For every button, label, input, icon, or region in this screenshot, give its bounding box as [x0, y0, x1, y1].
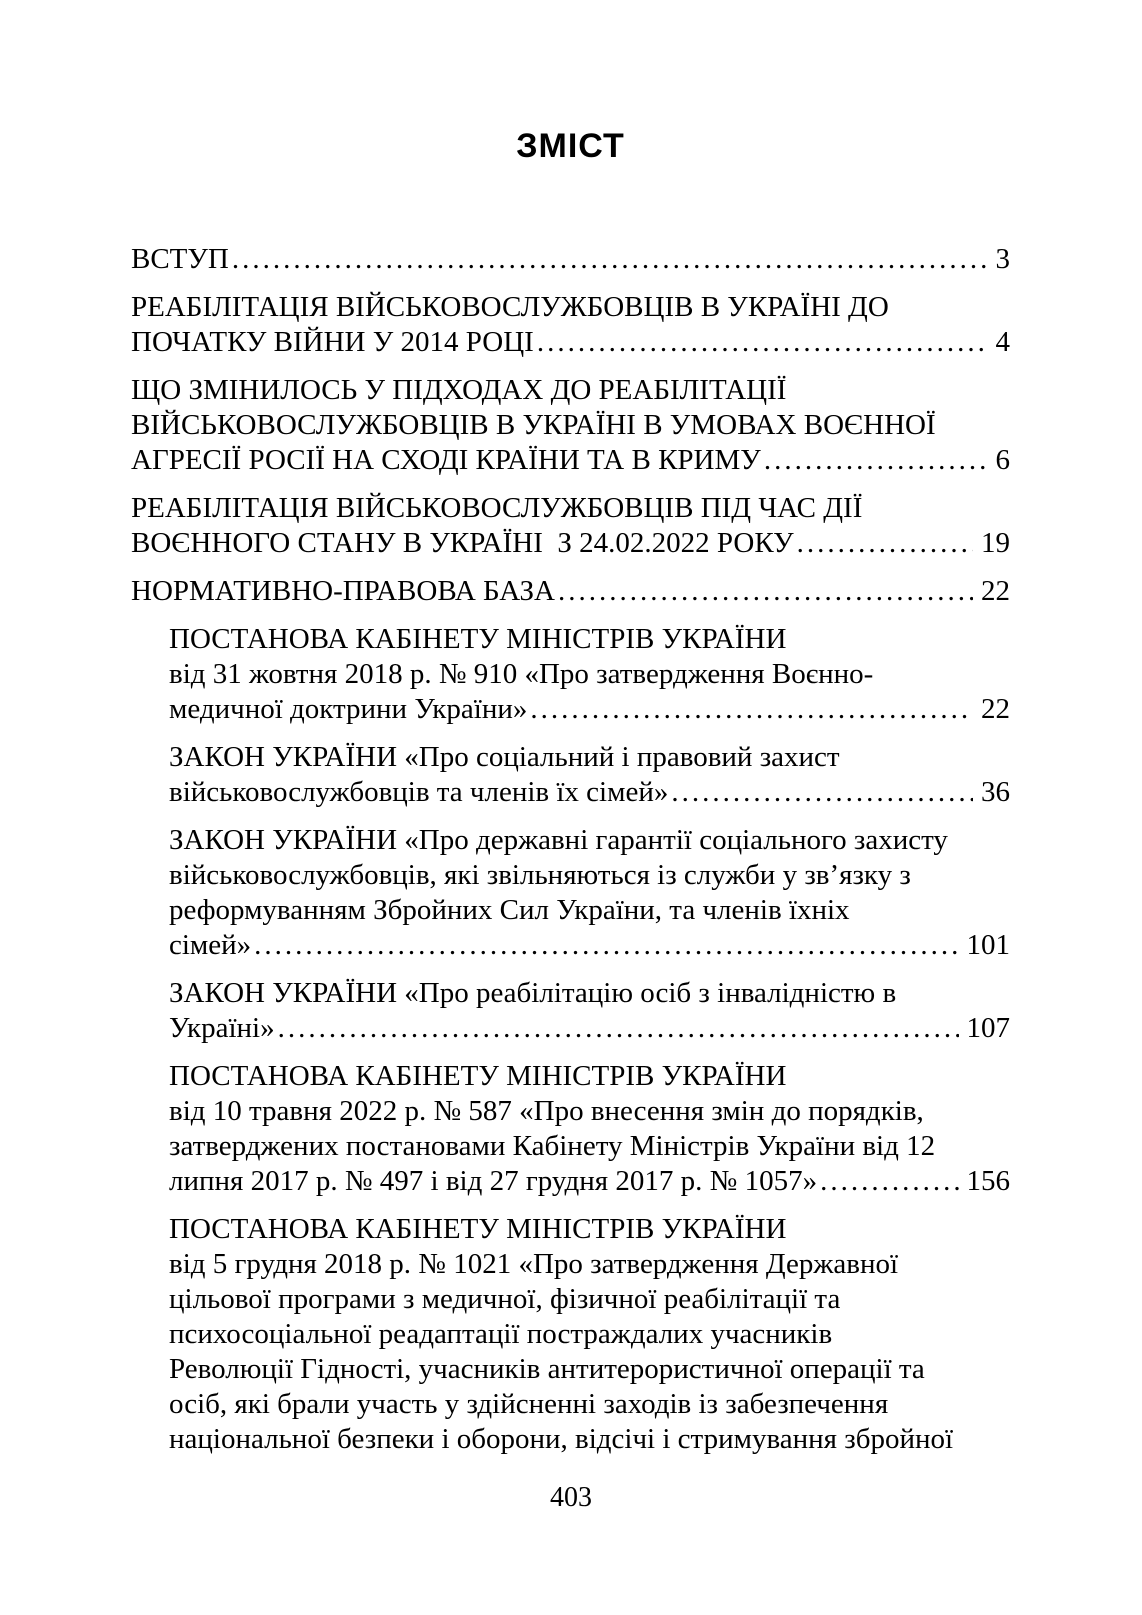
- toc-entry-text: ВІЙСЬКОВОСЛУЖБОВЦІВ В УКРАЇНІ В УМОВАХ ВОЄННОЇ: [131, 409, 936, 441]
- toc-entry-page-number: 3: [995, 243, 1010, 275]
- toc-entry-page-number: 101: [966, 929, 1010, 961]
- toc-entry-line: [169, 1164, 1010, 1199]
- page-number: 403: [550, 1482, 592, 1513]
- dot-leader: [764, 443, 988, 478]
- toc-entry: [131, 1059, 1010, 1199]
- toc-entry-line: [169, 692, 1010, 727]
- page-title: ЗМІСТ: [516, 127, 625, 165]
- toc-entry-text: ЗАКОН УКРАЇНИ «Про соціальний і правовий захист: [169, 741, 840, 773]
- toc-entry-text: ПОСТАНОВА КАБІНЕТУ МІНІСТРІВ УКРАЇНИ: [169, 1213, 787, 1245]
- toc-entry-page-number: 22: [981, 575, 1010, 607]
- toc-entry-text: липня 2017 р. № 497 і від 27 грудня 2017 р. № 1057»: [169, 1165, 818, 1197]
- toc-entry-text: осіб, які брали участь у здійсненні заходів із забезпечення: [169, 1388, 889, 1420]
- toc-entry-line: [169, 775, 1010, 810]
- toc-entry-text: Революції Гідності, учасників антитерористичної операції та: [169, 1353, 925, 1385]
- toc-entry-text: НОРМАТИВНО-ПРАВОВА БАЗА: [131, 575, 555, 607]
- toc-entry-text: сімей»: [169, 929, 252, 961]
- toc-entry-text: ВСТУП: [131, 243, 229, 275]
- toc-entry: [131, 242, 1010, 277]
- toc-entry-line: [131, 373, 1010, 408]
- toc-entry-text: ЩО ЗМІНИЛОСЬ У ПІДХОДАХ ДО РЕАБІЛІТАЦІЇ: [131, 374, 787, 406]
- dot-leader: [820, 1164, 958, 1199]
- toc-entry: [131, 823, 1010, 963]
- toc-list: [131, 242, 1010, 1457]
- dot-leader: [254, 928, 958, 963]
- toc-entry-text: національної безпеки і оборони, відсічі і стримування збройної: [169, 1423, 954, 1455]
- toc-entry-text: медичної доктрини України»: [169, 693, 528, 725]
- toc-entry-text: РЕАБІЛІТАЦІЯ ВІЙСЬКОВОСЛУЖБОВЦІВ В УКРАЇНІ ДО: [131, 291, 889, 323]
- toc-entry-text: психосоціальної реадаптації постраждалих учасників: [169, 1318, 833, 1350]
- toc-entry-text: цільової програми з медичної, фізичної реабілітації та: [169, 1283, 841, 1315]
- toc-entry-line: [169, 622, 1010, 657]
- toc-entry-line: [131, 242, 1010, 277]
- toc-entry-text: ПОСТАНОВА КАБІНЕТУ МІНІСТРІВ УКРАЇНИ: [169, 623, 787, 655]
- toc-entry-line: [169, 657, 1010, 692]
- toc-entry-text: АГРЕСІЇ РОСІЇ НА СХОДІ КРАЇНИ ТА В КРИМУ: [131, 444, 761, 476]
- dot-leader: [232, 242, 988, 277]
- toc-entry-text: військовослужбовців, які звільняються із служби у зв’язку з: [169, 859, 911, 891]
- toc-entry-text: ЗАКОН УКРАЇНИ «Про реабілітацію осіб з інвалідністю в: [169, 977, 897, 1009]
- dot-leader: [797, 526, 973, 561]
- toc-entry-page-number: 6: [995, 444, 1010, 476]
- toc-entry-line: [169, 1212, 1010, 1247]
- toc-entry: [131, 290, 1010, 360]
- toc-entry-line: [169, 1352, 1010, 1387]
- toc-entry-text: ПОЧАТКУ ВІЙНИ У 2014 РОЦІ: [131, 326, 534, 358]
- toc-entry-line: [169, 1094, 1010, 1129]
- toc-entry-line: [131, 443, 1010, 478]
- toc-entry-text: РЕАБІЛІТАЦІЯ ВІЙСЬКОВОСЛУЖБОВЦІВ ПІД ЧАС ДІЇ: [131, 492, 863, 524]
- toc-entry-page-number: 36: [981, 776, 1010, 808]
- toc-entry-line: [131, 526, 1010, 561]
- toc-entry-line: [169, 1317, 1010, 1352]
- toc-entry-page-number: 4: [995, 326, 1010, 358]
- toc-entry-line: [169, 976, 1010, 1011]
- toc-entry-line: [169, 1011, 1010, 1046]
- toc-entry-page-number: 19: [981, 527, 1010, 559]
- toc-entry-line: [169, 823, 1010, 858]
- toc-entry-line: [169, 928, 1010, 963]
- toc-entry: [131, 622, 1010, 727]
- toc-entry-page-number: 22: [981, 693, 1010, 725]
- toc-entry-line: [169, 1129, 1010, 1164]
- toc-entry-line: [131, 491, 1010, 526]
- toc-entry-line: [169, 1247, 1010, 1282]
- toc-entry: [131, 976, 1010, 1046]
- toc-entry-text: реформуванням Збройних Сил України, та членів їхніх: [169, 894, 850, 926]
- toc-entry-line: [131, 325, 1010, 360]
- toc-entry-text: Україні»: [169, 1012, 275, 1044]
- toc-entry-text: ЗАКОН УКРАЇНИ «Про державні гарантії соціального захисту: [169, 824, 948, 856]
- toc-entry-line: [131, 408, 1010, 443]
- dot-leader: [671, 775, 973, 810]
- toc-entry-line: [131, 290, 1010, 325]
- dot-leader: [537, 325, 988, 360]
- toc-entry-line: [131, 574, 1010, 609]
- dot-leader: [558, 574, 973, 609]
- toc-entry-text: військовослужбовців та членів їх сімей»: [169, 776, 669, 808]
- toc-entry-text: від 10 травня 2022 р. № 587 «Про внесення змін до порядків,: [169, 1095, 924, 1127]
- dot-leader: [530, 692, 973, 727]
- toc-entry-line: [169, 1282, 1010, 1317]
- toc-entry-text: від 31 жовтня 2018 р. № 910 «Про затвердження Воєнно-: [169, 658, 874, 690]
- toc-entry-line: [169, 1059, 1010, 1094]
- toc-entry: [131, 1212, 1010, 1457]
- toc-entry-text: затверджених постановами Кабінету Міністрів України від 12: [169, 1130, 936, 1162]
- toc-entry-line: [169, 740, 1010, 775]
- toc-entry: [131, 491, 1010, 561]
- dot-leader: [278, 1011, 959, 1046]
- toc-entry-page-number: 107: [966, 1012, 1010, 1044]
- toc-entry-text: ВОЄННОГО СТАНУ В УКРАЇНІ З 24.02.2022 РОКУ: [131, 527, 794, 559]
- toc-entry-text: ПОСТАНОВА КАБІНЕТУ МІНІСТРІВ УКРАЇНИ: [169, 1060, 787, 1092]
- toc-entry-line: [169, 1387, 1010, 1422]
- toc-entry: [131, 373, 1010, 478]
- toc-entry-line: [169, 1422, 1010, 1457]
- toc-entry-line: [169, 858, 1010, 893]
- toc-entry: [131, 740, 1010, 810]
- toc-entry-text: від 5 грудня 2018 р. № 1021 «Про затвердження Державної: [169, 1248, 899, 1280]
- toc-entry-page-number: 156: [966, 1165, 1010, 1197]
- toc-entry-line: [169, 893, 1010, 928]
- toc-entry: [131, 574, 1010, 609]
